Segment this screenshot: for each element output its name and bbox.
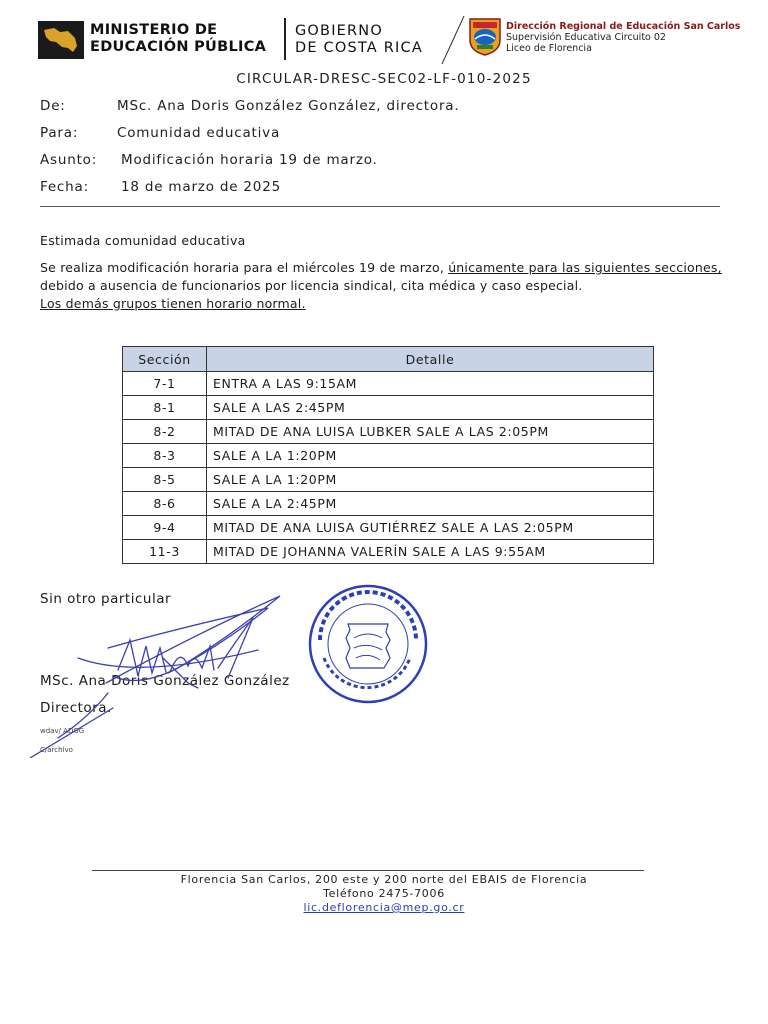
header-slash-divider bbox=[438, 14, 468, 66]
detail-cell: ENTRA A LAS 9:15AM bbox=[207, 372, 654, 396]
table-row bbox=[123, 372, 654, 396]
subject-value: Modificación horaria 19 de marzo. bbox=[121, 152, 378, 168]
typist-initials: wdav/ ADGG bbox=[40, 727, 85, 735]
table-row bbox=[123, 492, 654, 516]
archive-note: C/archivo bbox=[40, 746, 73, 754]
to-value: Comunidad educativa bbox=[117, 125, 281, 141]
table-row bbox=[123, 468, 654, 492]
subject-label: Asunto: bbox=[40, 152, 98, 168]
signer-name: MSc. Ana Doris González González bbox=[40, 673, 290, 689]
signer-role: Directora. bbox=[40, 700, 112, 716]
footer-email-link[interactable]: lic.deflorencia@mep.go.cr bbox=[303, 901, 465, 914]
section-cell: 7-1 bbox=[123, 372, 207, 396]
detail-cell: SALE A LA 1:20PM bbox=[207, 444, 654, 468]
ministry-name: MINISTERIO DE EDUCACIÓN PÚBLICA bbox=[90, 22, 267, 55]
detail-column-header: Detalle bbox=[207, 347, 654, 372]
regional-crest-icon bbox=[468, 16, 502, 56]
table-row bbox=[123, 444, 654, 468]
section-cell: 11-3 bbox=[123, 540, 207, 564]
table-row bbox=[123, 420, 654, 444]
header-divider bbox=[284, 18, 286, 60]
regional-direction-text: Dirección Regional de Educación San Carlos Supervisión Educativa Circuito 02 Liceo de Florencia bbox=[506, 21, 741, 54]
body-text-underlined: únicamente para las siguientes secciones, bbox=[448, 260, 722, 275]
section-cell: 8-5 bbox=[123, 468, 207, 492]
footer-phone: Teléfono 2475-7006 bbox=[323, 887, 445, 900]
table-header-row bbox=[123, 347, 654, 372]
table-row bbox=[123, 540, 654, 564]
detail-cell: MITAD DE ANA LUISA GUTIÉRREZ SALE A LAS 2:05PM bbox=[207, 516, 654, 540]
body-paragraph bbox=[40, 259, 740, 313]
body-text-end: debido a ausencia de funcionarios por licencia sindical, cita médica y caso especial. bbox=[40, 278, 583, 293]
body-text-start: Se realiza modificación horaria para el miércoles 19 de marzo, bbox=[40, 260, 449, 275]
footer-rule bbox=[92, 870, 644, 871]
detail-cell: SALE A LA 2:45PM bbox=[207, 492, 654, 516]
detail-cell: MITAD DE ANA LUISA LUBKER SALE A LAS 2:05PM bbox=[207, 420, 654, 444]
normal-schedule-note: Los demás grupos tienen horario normal. bbox=[40, 296, 306, 311]
closing-text: Sin otro particular bbox=[40, 591, 172, 607]
section-cell: 8-1 bbox=[123, 396, 207, 420]
circular-code: CIRCULAR-DRESC-SEC02-LF-010-2025 bbox=[236, 71, 532, 87]
section-cell: 9-4 bbox=[123, 516, 207, 540]
date-label: Fecha: bbox=[40, 179, 89, 195]
to-label: Para: bbox=[40, 125, 79, 141]
footer-address: Florencia San Carlos, 200 este y 200 norte del EBAIS de Florencia bbox=[180, 873, 588, 886]
detail-cell: MITAD DE JOHANNA VALERÍN SALE A LAS 9:55AM bbox=[207, 540, 654, 564]
section-cell: 8-6 bbox=[123, 492, 207, 516]
section-column-header: Sección bbox=[123, 347, 207, 372]
header-rule bbox=[40, 206, 720, 207]
from-value: MSc. Ana Doris González González, directora. bbox=[117, 98, 460, 114]
footer-email-wrapper bbox=[0, 901, 768, 914]
schedule-table bbox=[122, 346, 654, 564]
detail-cell: SALE A LAS 2:45PM bbox=[207, 396, 654, 420]
handwritten-signature-icon bbox=[18, 588, 318, 758]
table-row bbox=[123, 396, 654, 420]
section-cell: 8-2 bbox=[123, 420, 207, 444]
detail-cell: SALE A LA 1:20PM bbox=[207, 468, 654, 492]
greeting: Estimada comunidad educativa bbox=[40, 233, 246, 248]
mep-logo-icon bbox=[38, 21, 84, 59]
government-name: GOBIERNO DE COSTA RICA bbox=[295, 23, 423, 56]
school-seal-icon bbox=[306, 582, 430, 706]
section-cell: 8-3 bbox=[123, 444, 207, 468]
date-value: 18 de marzo de 2025 bbox=[121, 179, 281, 195]
from-label: De: bbox=[40, 98, 66, 114]
table-row bbox=[123, 516, 654, 540]
